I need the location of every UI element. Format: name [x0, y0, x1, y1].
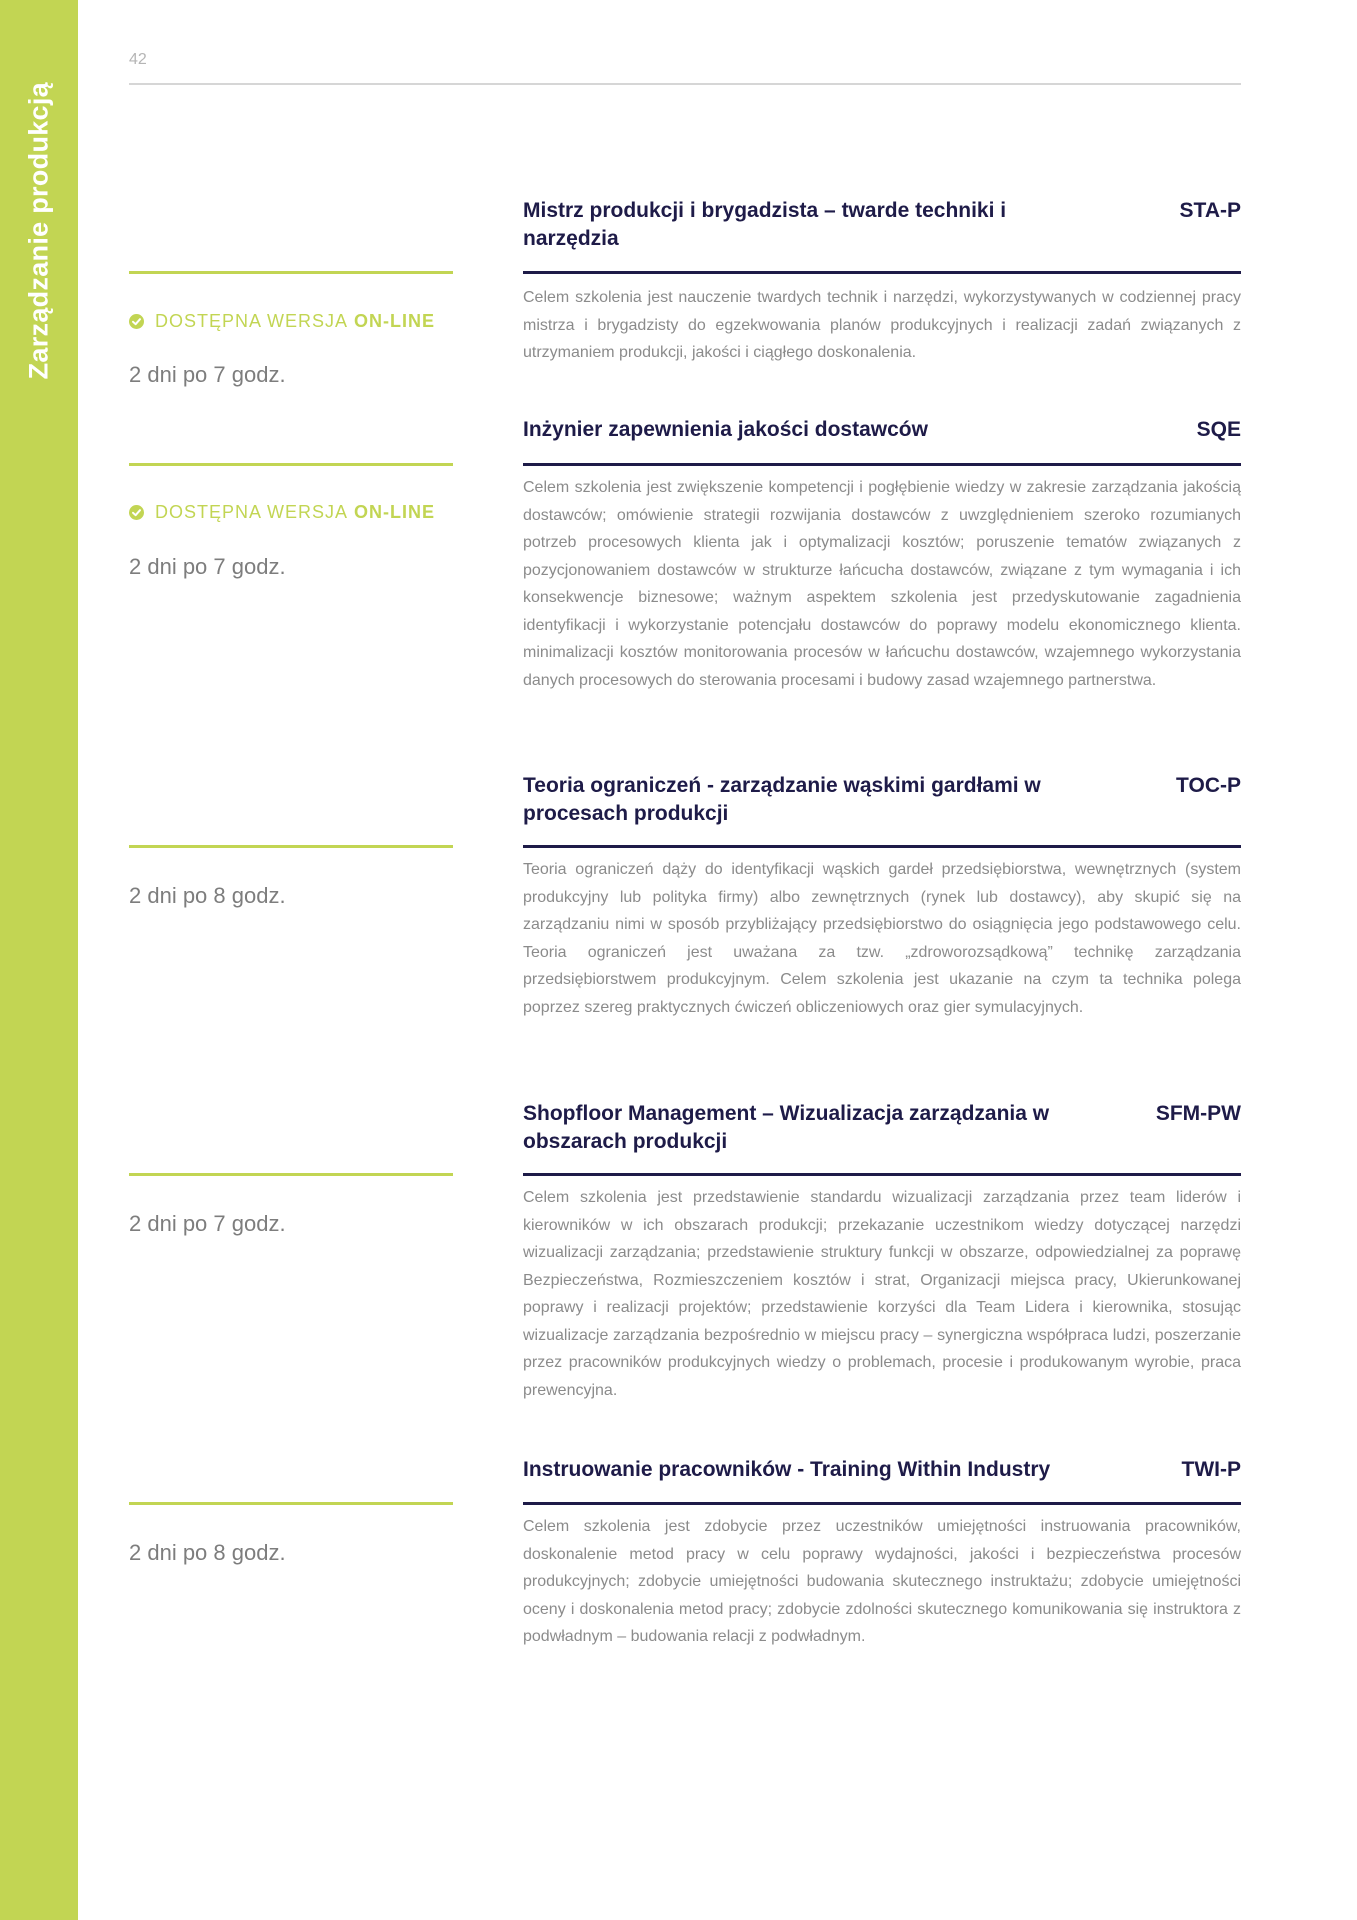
course-code: TWI-P — [1181, 1458, 1241, 1481]
course-duration: 2 dni po 8 godz. — [129, 1540, 286, 1565]
course-description: Celem szkolenia jest przedstawienie standardu wizualizacji zarządzania przez team liderów i kierowników w ich obszarach produkcji; przekazanie uczestnikom wiedzy dotyczącej narzędzi wizualizacji zarządzania; przedstawienie struktury funkcji w obszarze, odpowiedzialnej za poprawę Bezpieczeństwa, Rozmieszczeniem kosztów i strat, Organizacji miejsca pracy, Ukierunkowanej poprawy i realizacji projektów; przedstawienie korzyści dla Team Lidera i kierownika, stosując wizualizacje zarządzania bezpośrednio w miejscu pracy – synergiczna współpraca ludzi, poszerzanie przez pracowników produkcyjnych wiedzy o problemach, procesie i produkowanym wyrobie, praca prewencyjna. — [523, 1189, 1241, 1399]
course-duration: 2 dni po 7 godz. — [129, 1211, 286, 1236]
course-description: Teoria ograniczeń dąży do identyfikacji wąskich gardeł przedsiębiorstwa, wewnętrznych (system produkcyjny lub polityka firmy) albo zewnętrznych (rynek lub dostawcy), aby skupić się na zarządzaniu nimi w sposób przybliżający przedsiębiorstwo do osiągnięcia jego podstawowego celu. Teoria ograniczeń jest uważana za tzw. „zdroworozsądkową” technikę zarządzania przedsiębiorstwem produkcyjnym. Celem szkolenia jest ukazanie na czym ta technika polega poprzez szereg praktycznych ćwiczeń obliczeniowych oraz gier symulacyjnych. — [523, 861, 1241, 1016]
course-code: TOC-P — [1176, 774, 1241, 797]
left-divider — [129, 463, 453, 466]
left-divider — [129, 271, 453, 274]
left-divider — [129, 1502, 453, 1505]
course-title: Shopfloor Management – Wizualizacja zarządzania w obszarach produkcji — [523, 1102, 1050, 1153]
course-code: SFM-PW — [1155, 1102, 1241, 1125]
course-description: Celem szkolenia jest nauczenie twardych technik i narzędzi, wykorzystywanych w codziennej pracy mistrza i brygadzisty do egzekwowania planów produkcyjnych i realizacji zadań związanych z utrzymaniem produkcji, jakości i ciągłego doskonalenia. — [523, 289, 1241, 361]
course-duration: 2 dni po 8 godz. — [129, 883, 286, 908]
online-label: DOSTĘPNA WERSJA — [155, 502, 349, 522]
course-duration: 2 dni po 7 godz. — [129, 362, 286, 387]
online-badge — [129, 502, 435, 523]
course-title: Instruowanie pracowników - Training Within Industry — [523, 1458, 1051, 1481]
sidebar — [0, 0, 78, 1920]
course-divider — [523, 1173, 1241, 1176]
check-circle-icon — [129, 505, 144, 520]
left-divider — [129, 845, 453, 848]
left-divider — [129, 1173, 453, 1176]
online-label: DOSTĘPNA WERSJA — [155, 311, 349, 331]
page-number: 42 — [129, 51, 147, 68]
online-highlight: ON-LINE — [354, 311, 436, 331]
course-divider — [523, 1502, 1241, 1505]
section-title: Zarządzanie produkcją — [23, 82, 54, 380]
course-code: STA-P — [1179, 199, 1241, 222]
course-description: Celem szkolenia jest zwiększenie kompetencji i pogłębienie wiedzy w zakresie zarządzania jakością dostawców; omówienie strategii rozwijania dostawców z uwzględnieniem szeroko rozumianych potrzeb procesowych klienta jak i optymalizacji kosztów; poruszenie tematów związanych z pozycjonowaniem dostawców w strukturze łańcucha dostawców, związane z tym wymagania i ich konsekwencje biznesowe; ważnym aspektem szkolenia jest przedyskutowanie zagadnienia identyfikacji i wykorzystanie potencjału dostawców do poprawy modelu ekonomicznego klienta. minimalizacji kosztów monitorowania procesów w łańcuchu dostawców, wzajemnego wykorzystania danych procesowych do sterowania procesami i budowy zasad wzajemnego partnerstwa. — [523, 479, 1241, 689]
header-divider — [129, 83, 1241, 85]
course-divider — [523, 463, 1241, 466]
course-title: Mistrz produkcji i brygadzista – twarde techniki i narzędzia — [523, 199, 1007, 250]
course-divider — [523, 845, 1241, 848]
course-duration: 2 dni po 7 godz. — [129, 554, 286, 579]
course-code: SQE — [1196, 418, 1241, 441]
course-description: Celem szkolenia jest zdobycie przez uczestników umiejętności instruowania pracowników, doskonalenie metod pracy w celu poprawy wydajności, jakości i bezpieczeństwa procesów produkcyjnych; zdobycie umiejętności budowania skutecznego instruktażu; zdobycie umiejętności oceny i doskonalenia metod pracy; zdobycie zdolności skutecznego komunikowania się instruktora z podwładnym – budowania relacji z podwładnym. — [523, 1518, 1241, 1645]
online-badge — [129, 311, 435, 332]
course-title: Inżynier zapewnienia jakości dostawców — [523, 418, 928, 441]
check-circle-icon — [129, 314, 144, 329]
online-highlight: ON-LINE — [354, 502, 436, 522]
course-divider — [523, 271, 1241, 274]
course-title: Teoria ograniczeń - zarządzanie wąskimi gardłami w procesach produkcji — [523, 774, 1041, 825]
